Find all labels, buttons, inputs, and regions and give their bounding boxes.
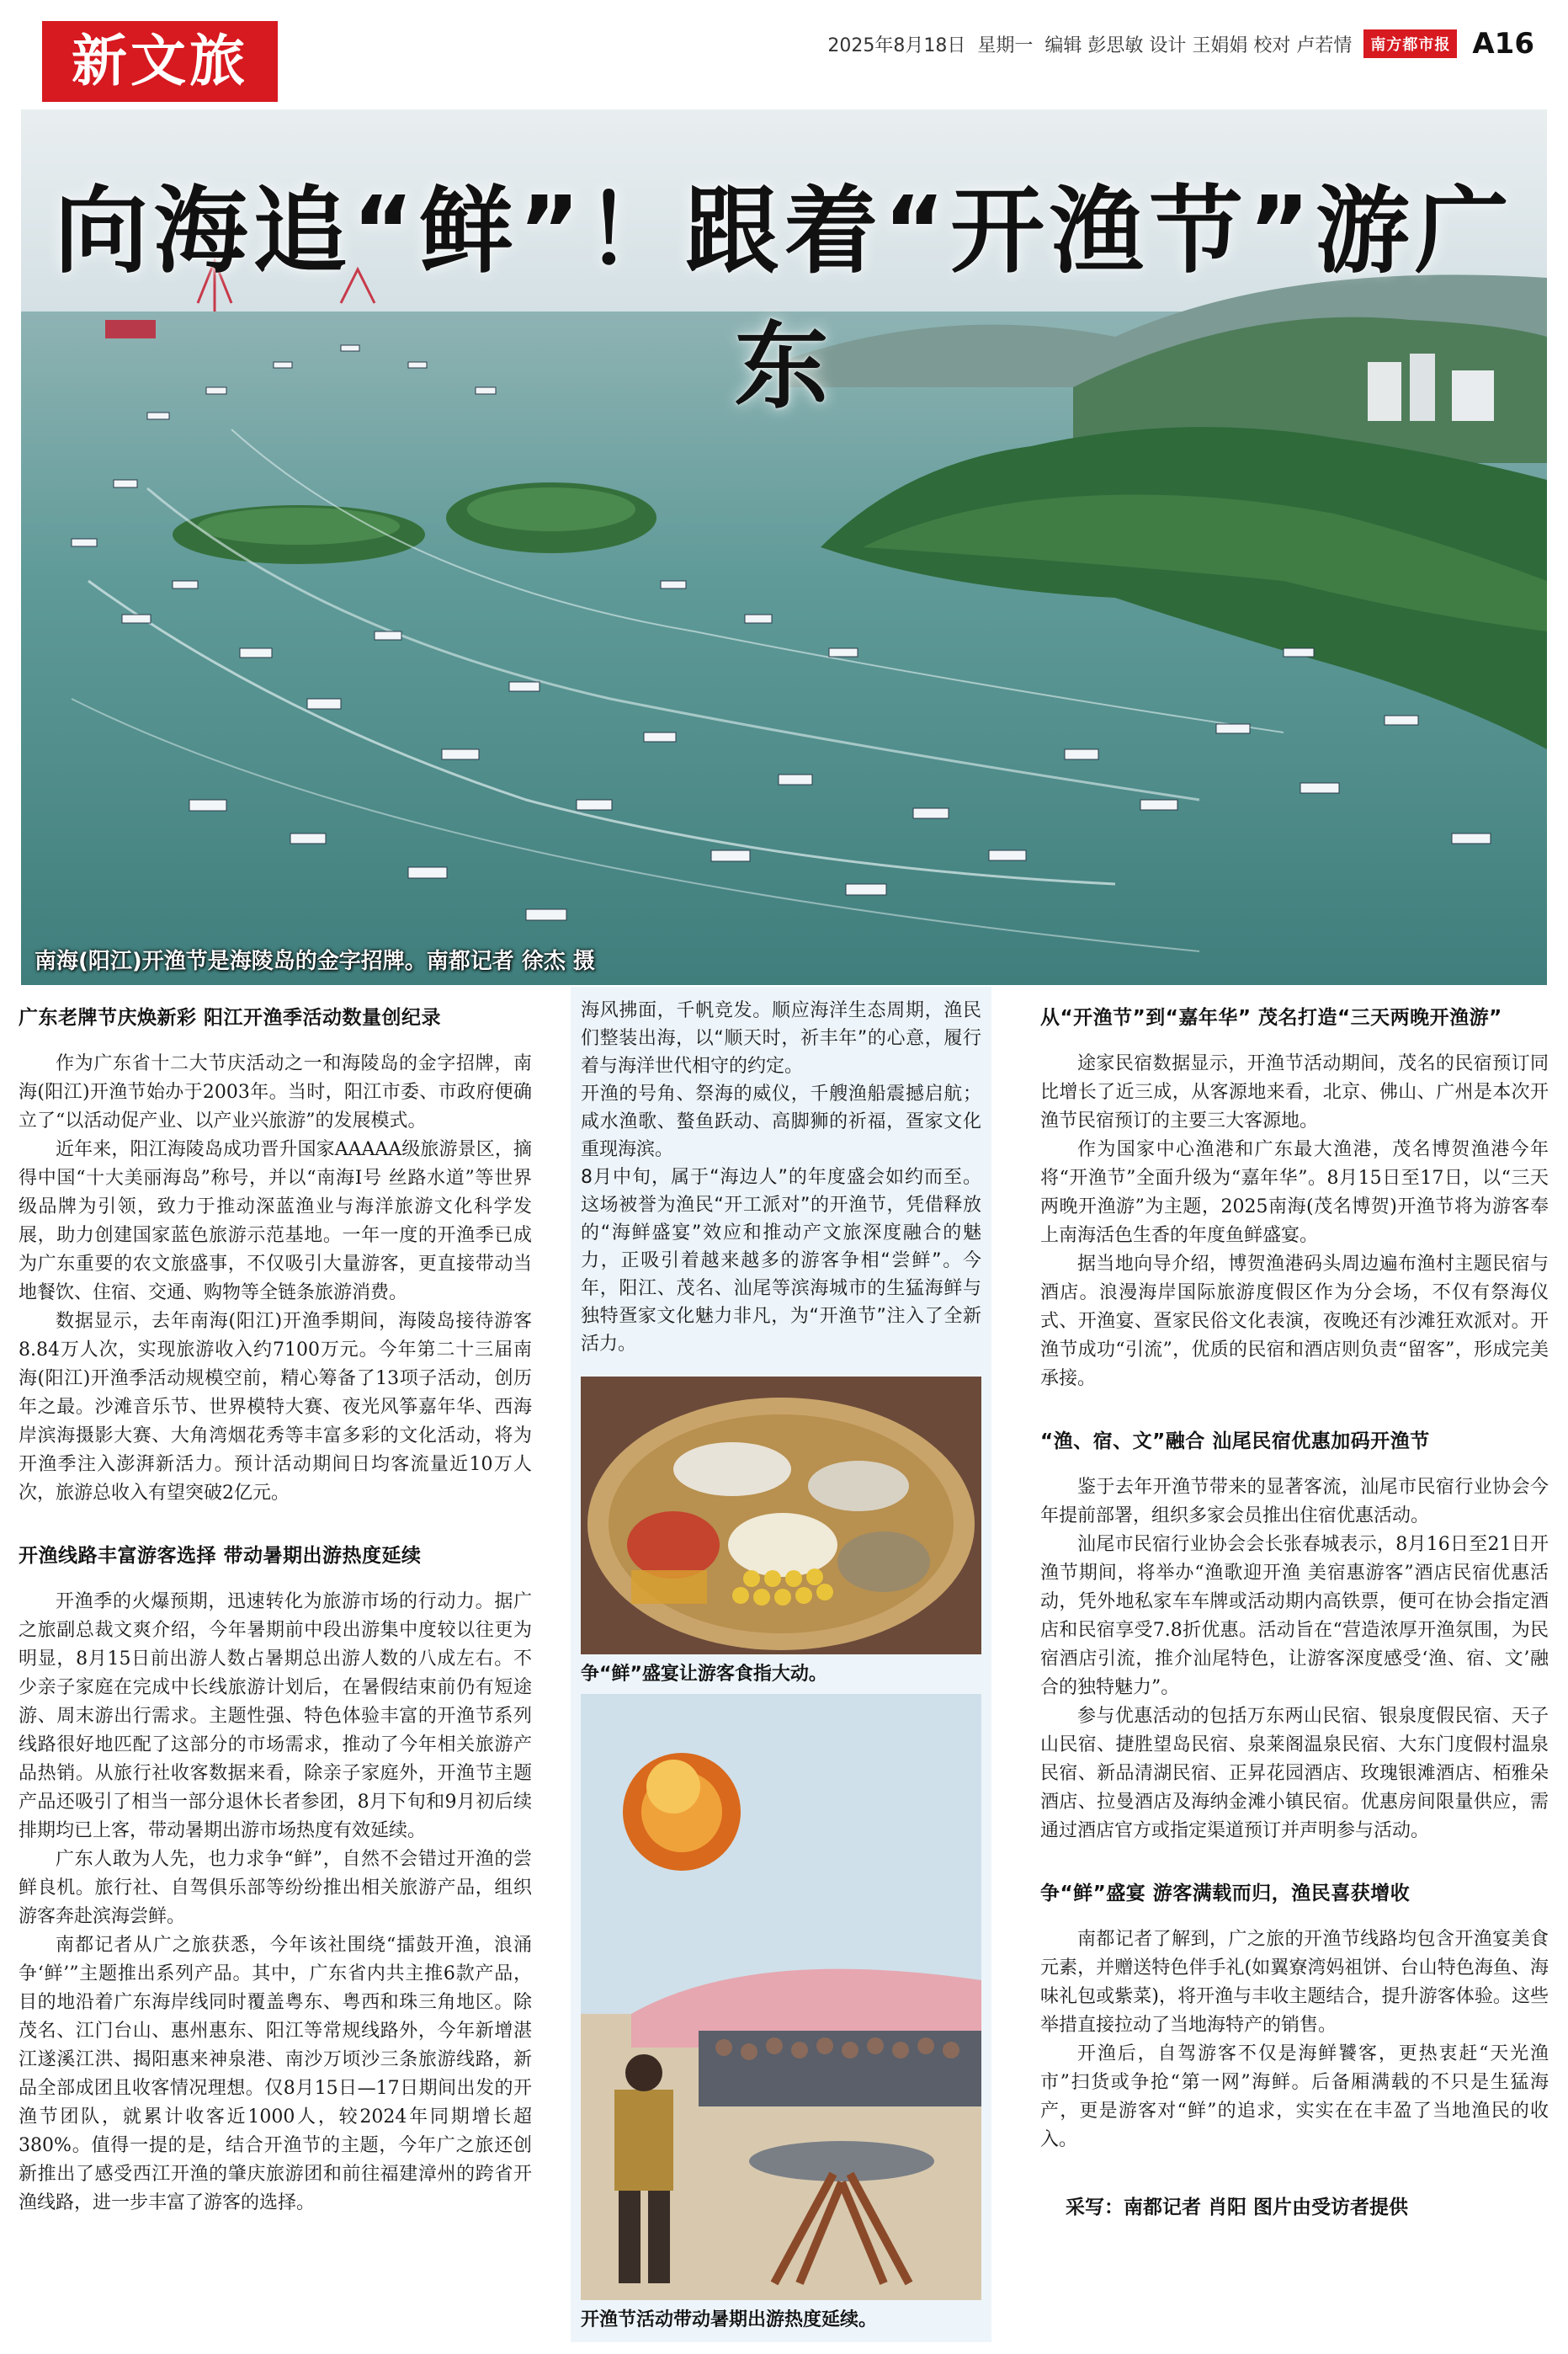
paragraph: 作为国家中心渔港和广东最大渔港，茂名博贺渔港今年将“开渔节”全面升级为“嘉年华”。8月15日至17日，以“三天两晚开渔游”为主题，2025南海(茂名博贺)开渔节将为游客奉上南海活色生香的年度鱼鲜盛宴。 xyxy=(1040,1139,1549,1246)
paragraph: 南都记者了解到，广之旅的开渔节线路均包含开渔宴美食元素，并赠送特色伴手礼(如翼寮湾妈祖饼、台山特色海鱼、海味礼包或紫菜)，将开渔与丰收主题结合，提升游客体验。这些举措直接拉动了当地海特产的销售。 xyxy=(1040,1929,1549,2036)
issue-weekday: 星期一 xyxy=(977,35,1034,56)
subhead-yangjiang: 广东老牌节庆焕新彩 阳江开渔季活动数量创纪录 xyxy=(19,1007,442,1029)
paragraph: 途家民宿数据显示，开渔节活动期间，茂名的民宿预订同比增长了近三成，从客源地来看，北京、佛山、广州是本次开渔节民宿预订的主要三大客源地。 xyxy=(1040,1053,1549,1132)
right-column xyxy=(1040,1002,1549,2219)
intro-paragraph: 海风拂面，千帆竞发。顺应海洋生态周期，渔民们整装出海，以“顺天时，祈丰年”的心意，履行着与海洋世代相守的约定。 xyxy=(581,1000,981,1077)
seafood-platter-image xyxy=(581,1377,981,1654)
intro-paragraph: 开渔的号角、祭海的威仪，千艘渔船震撼启航；咸水渔歌、螯鱼跃动、高脚狮的祈福，疍家文化重现海滨。 xyxy=(581,1084,981,1160)
paragraph: 南都记者从广之旅获悉，今年该社围绕“擂鼓开渔，浪涌争‘鲜’”主题推出系列产品。其中，广东省内共主推6款产品，目的地沿着广东海岸线同时覆盖粤东、粤西和珠三角地区。除茂名、江门台山、惠州惠东、阳江等常规线路外，今年新增湛江遂溪江洪、揭阳惠来神泉港、南沙万顷沙三条旅游线路，新品全部成团且收客情况理想。仅8月15日—17日期间出发的开渔节团队，就累计收客近1000人，较2024年同期增长超380%。值得一提的是，结合开渔节的主题，今年广之旅还创新推出了感受西江开渔的肇庆旅游团和前往福建漳州的跨省开渔线路，进一步丰富了游客的选择。 xyxy=(19,1935,532,2213)
byline: 采写：南都记者 肖阳 图片由受访者提供 xyxy=(1066,2197,1409,2218)
headline: 向海追“鲜”！跟着“开渔节”游广东 xyxy=(54,177,1514,422)
paragraph: 开渔季的火爆预期，迅速转化为旅游市场的行动力。据广之旅副总裁文爽介绍，今年暑期前中段出游集中度较以往更为明显，8月15日前出游人数占暑期总出游人数的八成左右。不少亲子家庭在完成中长线旅游计划后，在暑假结束前仍有短途游、周末游出行需求。主题性强、特色体验丰富的开渔节系列线路很好地匹配了这部分的市场需求，推动了今年相关旅游产品热销。从旅行社收客数据来看，除亲子家庭外，开渔节主题产品还吸引了相当一部分退休长者参团，8月下旬和9月初后续排期均已上客，带动暑期出游市场热度有效延续。 xyxy=(19,1591,532,1841)
intro-paragraph: 8月中旬，属于“海边人”的年度盛会如约而至。这场被誉为渔民“开工派对”的开渔节，凭借释放的“海鲜盛宴”效应和推动产文旅深度融合的魅力，正吸引着越来越多的游客争相“尝鲜”。今年，阳江、茂名、汕尾等滨海城市的生猛海鲜与独特疍家文化魅力非凡，为“开渔节”注入了全新活力。 xyxy=(581,1167,981,1355)
fire-show-image xyxy=(581,1694,981,2300)
subhead-feast: 争“鲜”盛宴 游客满载而归，渔民喜获增收 xyxy=(1040,1883,1411,1904)
left-column xyxy=(19,1002,532,2218)
hero-caption: 南海(阳江)开渔节是海陵岛的金字招牌。南都记者 徐杰 摄 xyxy=(35,949,595,974)
subhead-maoming: 从“开渔节”到“嘉年华” 茂名打造“三天两晚开渔游” xyxy=(1040,1007,1502,1029)
paragraph: 据当地向导介绍，博贺渔港码头周边遍布渔村主题民宿与酒店。浪漫海岸国际旅游度假区作为分会场，不仅有祭海仪式、开渔宴、疍家民俗文化表演，夜晚还有沙滩狂欢派对。开渔节成功“引流”，优质的民宿和酒店则负责“留客”，形成完美承接。 xyxy=(1040,1254,1549,1389)
paragraph: 汕尾市民宿行业协会会长张春城表示，8月16日至21日开渔节期间，将举办“渔歌迎开渔 美宿惠游客”酒店民宿优惠活动，凭外地私家车车牌或活动期内高铁票，便可在协会指定酒店和民宿享受7.8折优惠。活动旨在“营造浓厚开渔氛围，为民宿酒店引流，推介汕尾特色，让游客深度感受‘渔、宿、文’融合的独特魅力”。 xyxy=(1040,1534,1549,1698)
middle-column xyxy=(571,987,991,2342)
editor-credits: 编辑 彭思敏 设计 王娟娟 校对 卢若情 xyxy=(1044,35,1353,56)
seafood-feast-photo xyxy=(581,1377,981,1654)
feast-caption: 争“鲜”盛宴让游客食指大动。 xyxy=(581,1664,827,1685)
page-number: A16 xyxy=(1472,27,1534,61)
paragraph: 开渔后，自驾游客不仅是海鲜饕客，更热衷赶“天光渔市”扫货或争抢“第一网”海鲜。后备厢满载的不只是生猛海产，更是游客对“鲜”的追求，实实在在丰盈了当地渔民的收入。 xyxy=(1040,2043,1549,2150)
fire-performance-photo xyxy=(581,1694,981,2300)
subhead-shanwei: “渔、宿、文”融合 汕尾民宿优惠加码开渔节 xyxy=(1040,1430,1430,1452)
issue-date: 2025年8月18日 xyxy=(827,35,966,56)
section-tag: 新文旅 xyxy=(42,21,278,102)
paragraph: 鉴于去年开渔节带来的显著客流，汕尾市民宿行业协会今年提前部署，组织多家会员推出住宿优惠活动。 xyxy=(1040,1477,1549,1526)
hero-photo xyxy=(21,109,1547,985)
paragraph: 参与优惠活动的包括万东两山民宿、银泉度假民宿、天子山民宿、捷胜望岛民宿、泉莱阁温泉民宿、大东门度假村温泉民宿、新品清湖民宿、正昇花园酒店、玫瑰银滩酒店、栢雅朵酒店、拉曼酒店及海纳金滩小镇民宿。优惠房间限量供应，需通过酒店官方或指定渠道预订并声明参与活动。 xyxy=(1040,1706,1549,1841)
fire-show-caption: 开渔节活动带动暑期出游热度延续。 xyxy=(581,2309,878,2330)
paragraph: 广东人敢为人先，也力求争“鲜”，自然不会错过开渔的尝鲜良机。旅行社、自驾俱乐部等纷纷推出相关旅游产品，组织游客奔赴滨海尝鲜。 xyxy=(19,1849,532,1927)
newspaper-logo: 南方都市报 xyxy=(1363,29,1457,58)
paragraph: 近年来，阳江海陵岛成功晋升国家AAAAA级旅游景区，摘得中国“十大美丽海岛”称号，并以“南海I号 丝路水道”等世界级品牌为引领，致力于推动深蓝渔业与海洋旅游文化科学发展，助力创建国家蓝色旅游示范基地。一年一度的开渔季已成为广东重要的农文旅盛事，不仅吸引大量游客，更直接带动当地餐饮、住宿、交通、购物等全链条旅游消费。 xyxy=(19,1139,532,1303)
paragraph: 数据显示，去年南海(阳江)开渔季期间，海陵岛接待游客8.84万人次，实现旅游收入约7100万元。今年第二十三届南海(阳江)开渔季活动规模空前，精心筹备了13项子活动，创历年之最。沙滩音乐节、世界模特大赛、夜光风筝嘉年华、西海岸滨海摄影大赛、大角湾烟花秀等丰富多彩的文化活动，将为开渔季注入澎湃新活力。预计活动期间日均客流量近10万人次，旅游总收入有望突破2亿元。 xyxy=(19,1311,532,1504)
header-meta xyxy=(827,25,1534,62)
paragraph: 作为广东省十二大节庆活动之一和海陵岛的金字招牌，南海(阳江)开渔节始办于2003年。当时，阳江市委、市政府便确立了“以活动促产业、以产业兴旅游”的发展模式。 xyxy=(19,1053,532,1132)
subhead-routes: 开渔线路丰富游客选择 带动暑期出游热度延续 xyxy=(19,1545,422,1567)
